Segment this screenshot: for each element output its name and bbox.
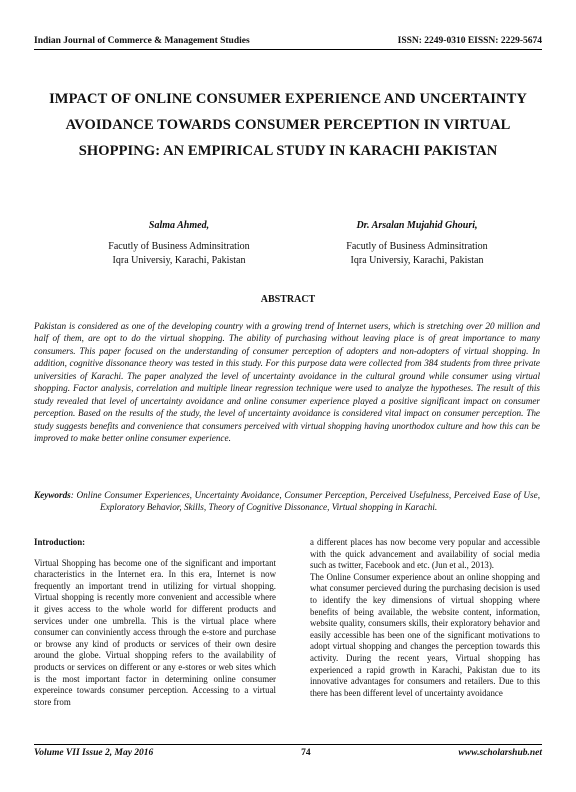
abstract-text: Pakistan is considered as one of the developing country with a growing trend of Internet users, which is stretching over 20 million and half of them, are opt to do the virtual shopping. The ability of purchasing without leaving place is of great importance to many consumers. This paper focused on the understanding of consumer perception of adopters and non-adopters of virtual shopping. In addition, cognitive dissonance theory was tested in this study. For this purpose data were collected from 384 students from three private universities of Karachi. The paper analyzed the level of uncertainty avoidance in the cultural ground while consumer using virtual shopping. Factor analysis, correlation and multiple linear regression technique were used to analyze the hypotheses. The result of this study revealed that level of uncertainty avoidance and online consumer experience played a positive significant impact on consumer perception. Based on the results of the study, the level of uncertainty avoidance is considered vital impact on consumer perception. The study suggests benefits and convenience that consumers perceived with virtual shopping having unorthodox culture and how this can be improved to make better online consumer experience. [34, 321, 540, 444]
paper-title: IMPACT OF ONLINE CONSUMER EXPERIENCE AND UNCERTAINTY AVOIDANCE TOWARDS CONSUMER PERCEPTION IN VIRTUAL SHOPPING: AN EMPIRICAL STUDY IN KARACHI PAKISTAN [49, 91, 527, 159]
author-department: Facutly of Business Adminsitration [108, 241, 250, 252]
author-2 [346, 219, 487, 268]
author-name: Salma Ahmed, [148, 220, 210, 231]
website: www.scholarshub.net [458, 748, 542, 758]
running-header [34, 36, 542, 50]
left-column [34, 537, 276, 708]
right-column [310, 537, 540, 708]
paragraph: a different places has now become very popular and accessible with the quick advancement and availability of social media such as twitter, Facebook and etc. (Jun et al., 2013). [310, 537, 540, 571]
volume-info: Volume VII Issue 2, May 2016 [34, 748, 154, 758]
keywords-label: Keywords [34, 490, 71, 500]
author-name: Dr. Arsalan Mujahid Ghouri, [356, 220, 478, 231]
page-number: 74 [301, 748, 311, 758]
paragraph: The Online Consumer experience about an online shopping and what consumer percieved during the purchasing decision is used to identify the key dimensions of virtual shopping where benefits of being available, the website content, information, website quality, consumers skills, their exploratory behavior and easily accessible has been one of the significant motivations to adopt virtual shopping and changes the perception towards this activity. During the recent years, Virtual shopping has experienced a rapid growth in Karachi, Pakistan due to its innovative advantages for consumers and retailers. Due to this there has been different level of uncertainty avoidance [310, 571, 540, 698]
keywords [34, 489, 540, 514]
author-affiliation: Iqra Universiy, Karachi, Pakistan [350, 255, 484, 266]
author-affiliation: Iqra Universiy, Karachi, Pakistan [112, 255, 246, 266]
running-footer [34, 744, 542, 758]
issn: ISSN: 2249-0310 EISSN: 2229-5674 [397, 36, 542, 46]
author-1 [108, 219, 249, 268]
keywords-text: : Online Consumer Experiences, Uncertainty Avoidance, Consumer Perception, Perceived Usefulness, Perceived Ease of Use, Exploratory Behavior, Skills, Theory of Cognitive Dissonance, Virtual shopping in Karachi. [70, 490, 540, 513]
author-department: Facutly of Business Adminsitration [346, 241, 488, 252]
body-columns [34, 537, 540, 708]
section-heading: Introduction: [34, 537, 86, 547]
journal-name: Indian Journal of Commerce & Management Studies [34, 36, 250, 46]
paragraph: Virtual Shopping has become one of the significant and important characteristics in the Internet era. In this era, Internet is now frequently an important trend in utilizing for virtual shopping. Virtual shopping is recently more convenient and accessible where it gives access to the whole world for different products and services under one umbrella. This is the virtual place where consumer can conviniently access through the e-store and purchase or browse any kind of products or services of their own desire around the globe. Virtual shopping refers to the availability of products or services on different or any e-stores or web sites which is the most important factor in determining online consumer expereince towards consumer perception. Accessing to a virtual store from [34, 557, 276, 707]
abstract-heading: ABSTRACT [260, 294, 316, 305]
author-block [60, 219, 536, 268]
